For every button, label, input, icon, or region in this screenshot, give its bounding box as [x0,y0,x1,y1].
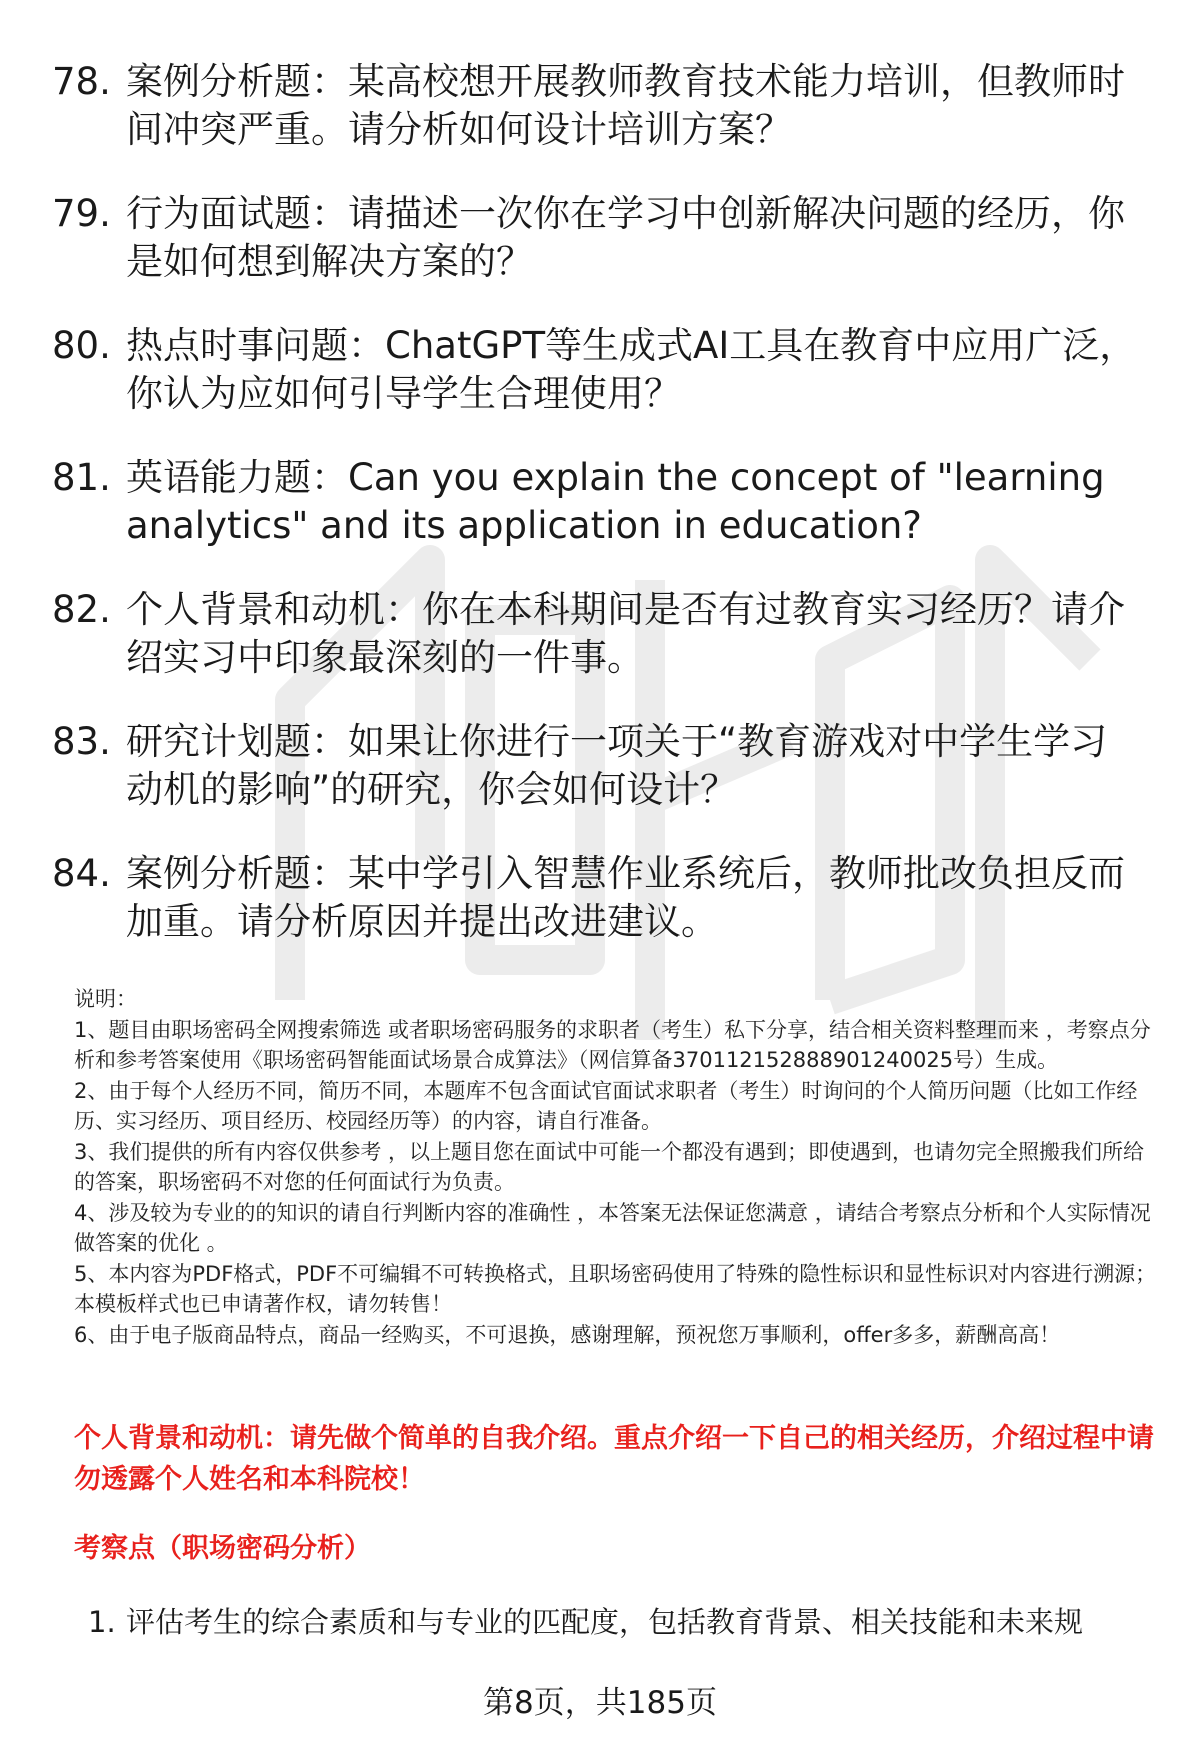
section-subheading: 考察点（职场密码分析） [74,1533,371,1564]
question-number: 78. [52,60,111,103]
question-number: 80. [52,324,111,367]
question-81 [0,454,1200,586]
question-80 [0,322,1200,454]
question-text: 英语能力题：Can you explain the concept of "learning analytics" and its application in education? [126,456,1105,547]
note-item-4: 4、涉及较为专业的的知识的请自行判断内容的准确性 ，本答案无法保证您满意 ，请结合考察点分析和个人实际情况做答案的优化 。 [74,1200,1151,1255]
question-number: 83. [52,720,111,763]
page-footer: 第8页，共185页 [483,1685,717,1721]
question-number: 81. [52,456,111,499]
question-text: 案例分析题：某中学引入智慧作业系统后，教师批改负担反而加重。请分析原因并提出改进建议。 [126,852,1125,943]
question-84 [0,850,1200,982]
question-number: 82. [52,588,111,631]
question-text: 案例分析题：某高校想开展教师教育技术能力培训，但教师时间冲突严重。请分析如何设计培训方案？ [126,60,1125,151]
analysis-point [0,1602,1200,1642]
question-82 [0,586,1200,718]
note-item-3: 3、我们提供的所有内容仅供参考 ，以上题目您在面试中可能一个都没有遇到；即使遇到，也请勿完全照搬我们所给的答案，职场密码不对您的任何面试行为负责。 [74,1139,1145,1194]
note-item-5: 5、本内容为PDF格式，PDF不可编辑不可转换格式，且职场密码使用了特殊的隐性标识和显性标识对内容进行溯源；本模板样式也已申请著作权，请勿转售！ [74,1261,1157,1316]
question-number: 79. [52,192,111,235]
question-text: 热点时事问题：ChatGPT等生成式AI工具在教育中应用广泛，你认为应如何引导学生合理使用？ [126,324,1137,415]
question-79 [0,190,1200,322]
question-83 [0,718,1200,850]
point-text: 评估考生的综合素质和与专业的匹配度，包括教育背景、相关技能和未来规 [126,1605,1084,1639]
note-item-2: 2、由于每个人经历不同，简历不同，本题库不包含面试官面试求职者（考生）时询问的个人简历问题（比如工作经历、实习经历、项目经历、校园经历等）的内容，请自行准备。 [74,1078,1138,1133]
question-78 [0,58,1200,190]
note-item-6: 6、由于电子版商品特点，商品一经购买，不可退换，感谢理解，预祝您万事顺利，offer多多，薪酬高高！ [74,1322,1061,1347]
notes-section [74,984,1164,1350]
section-heading: 个人背景和动机：请先做个简单的自我介绍。重点介绍一下自己的相关经历，介绍过程中请勿透露个人姓名和本科院校！ [74,1423,1154,1495]
point-number: 1. [88,1605,116,1639]
note-item-1: 1、题目由职场密码全网搜索筛选 或者职场密码服务的求职者（考生）私下分享，结合相关资料整理而来 ，考察点分析和参考答案使用《职场密码智能面试场景合成算法》（网信算备370112152888901240025号）生成。 [74,1017,1151,1072]
question-text: 研究计划题：如果让你进行一项关于“教育游戏对中学生学习动机的影响”的研究，你会如何设计？ [126,720,1108,811]
question-text: 行为面试题：请描述一次你在学习中创新解决问题的经历，你是如何想到解决方案的？ [126,192,1125,283]
question-text: 个人背景和动机：你在本科期间是否有过教育实习经历？请介绍实习中印象最深刻的一件事。 [126,588,1125,679]
question-list [0,58,1200,982]
notes-title: 说明： [74,987,137,1011]
question-number: 84. [52,852,111,895]
